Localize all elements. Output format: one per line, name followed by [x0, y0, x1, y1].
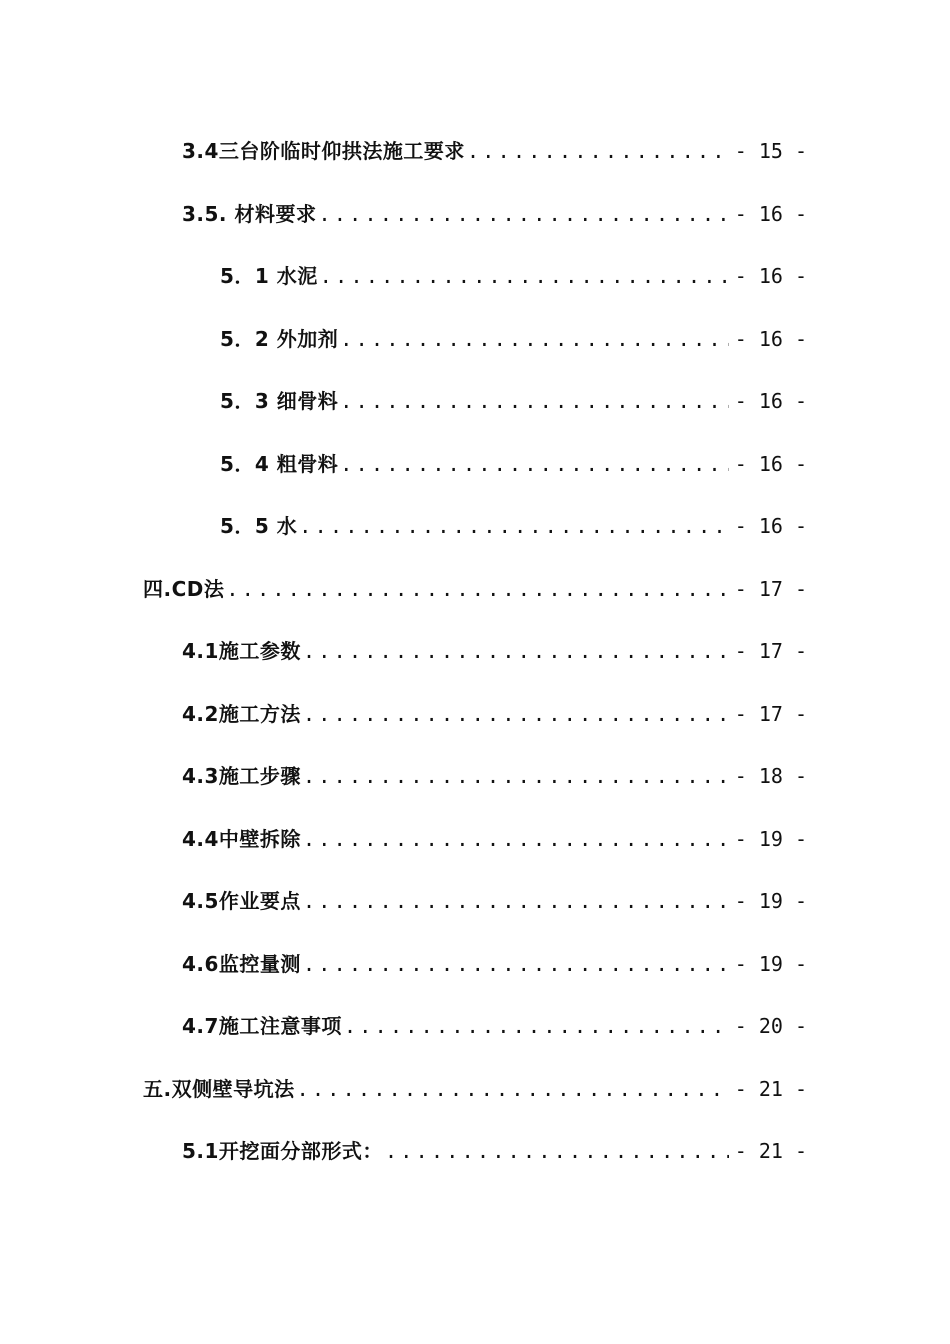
toc-entry-page: - 16 - — [734, 514, 807, 538]
toc-entry-page: - 21 - — [734, 1077, 807, 1101]
toc-entry-title: 5．3 细骨料 — [220, 389, 339, 413]
toc-entry-title: 五.双侧壁导坑法 — [143, 1077, 295, 1101]
toc-entry-title: 4.2施工方法 — [182, 702, 301, 726]
toc-entry-page: - 16 - — [734, 452, 807, 476]
toc-entry[interactable] — [182, 699, 807, 729]
toc-entry-page: - 19 - — [734, 827, 807, 851]
toc-entry-page: - 17 - — [734, 577, 807, 601]
toc-entry-title: 5．4 粗骨料 — [220, 452, 339, 476]
toc-entry[interactable] — [220, 261, 807, 291]
toc-entry-title: 3.5. 材料要求 — [182, 202, 317, 226]
toc-entry[interactable] — [182, 761, 807, 791]
toc-entry-title: 4.5作业要点 — [182, 889, 301, 913]
toc-leader-dots — [303, 761, 729, 791]
toc-entry-page: - 19 - — [734, 952, 807, 976]
toc-leader-dots — [303, 949, 729, 979]
toc-leader-dots — [303, 886, 729, 916]
toc-entry-title: 5．5 水 — [220, 514, 298, 538]
toc-entry-title: 四.CD法 — [143, 577, 225, 601]
toc-leader-dots — [320, 261, 729, 291]
toc-entry[interactable] — [182, 136, 807, 166]
toc-entry[interactable] — [182, 1136, 807, 1166]
toc-leader-dots — [303, 636, 729, 666]
toc-leader-dots — [299, 511, 728, 541]
toc-entry[interactable] — [220, 386, 807, 416]
toc-entry-title: 5.1开挖面分部形式： — [182, 1139, 383, 1163]
toc-entry[interactable] — [143, 574, 807, 604]
toc-leader-dots — [319, 199, 729, 229]
toc-entry[interactable] — [182, 886, 807, 916]
toc-entry-title: 4.6监控量测 — [182, 952, 301, 976]
toc-leader-dots — [467, 136, 729, 166]
toc-leader-dots — [344, 1011, 729, 1041]
toc-leader-dots — [297, 1074, 729, 1104]
toc-leader-dots — [303, 699, 729, 729]
toc-entry-page: - 16 - — [734, 389, 807, 413]
toc-entry-title: 4.7施工注意事项 — [182, 1014, 342, 1038]
toc-entry-title: 3.4三台阶临时仰拱法施工要求 — [182, 139, 465, 163]
toc-entry-page: - 21 - — [734, 1139, 807, 1163]
toc-entry-title: 4.1施工参数 — [182, 639, 301, 663]
toc-entry-title: 5．2 外加剂 — [220, 327, 339, 351]
toc-entry[interactable] — [182, 824, 807, 854]
toc-entry[interactable] — [220, 324, 807, 354]
toc-entry[interactable] — [182, 636, 807, 666]
toc-leader-dots — [340, 449, 728, 479]
toc-entry-page: - 16 - — [734, 264, 807, 288]
toc-entry-page: - 20 - — [734, 1014, 807, 1038]
toc-entry-page: - 17 - — [734, 639, 807, 663]
toc-entry-page: - 15 - — [734, 139, 807, 163]
toc-entry-title: 4.3施工步骤 — [182, 764, 301, 788]
toc-leader-dots — [385, 1136, 729, 1166]
toc-leader-dots — [340, 386, 728, 416]
toc-entry-page: - 19 - — [734, 889, 807, 913]
toc-entry-page: - 16 - — [734, 327, 807, 351]
toc-entry-page: - 16 - — [734, 202, 807, 226]
toc-entry-page: - 18 - — [734, 764, 807, 788]
toc-entry-title: 4.4中壁拆除 — [182, 827, 301, 851]
toc-entry-page: - 17 - — [734, 702, 807, 726]
toc-leader-dots — [340, 324, 728, 354]
toc-entry[interactable] — [143, 1074, 807, 1104]
toc-entry-title: 5．1 水泥 — [220, 264, 318, 288]
toc-entry[interactable] — [220, 511, 807, 541]
toc-leader-dots — [226, 574, 728, 604]
toc-entry[interactable] — [220, 449, 807, 479]
toc-entry[interactable] — [182, 949, 807, 979]
toc-entry[interactable] — [182, 199, 807, 229]
toc-entry[interactable] — [182, 1011, 807, 1041]
toc-leader-dots — [303, 824, 729, 854]
